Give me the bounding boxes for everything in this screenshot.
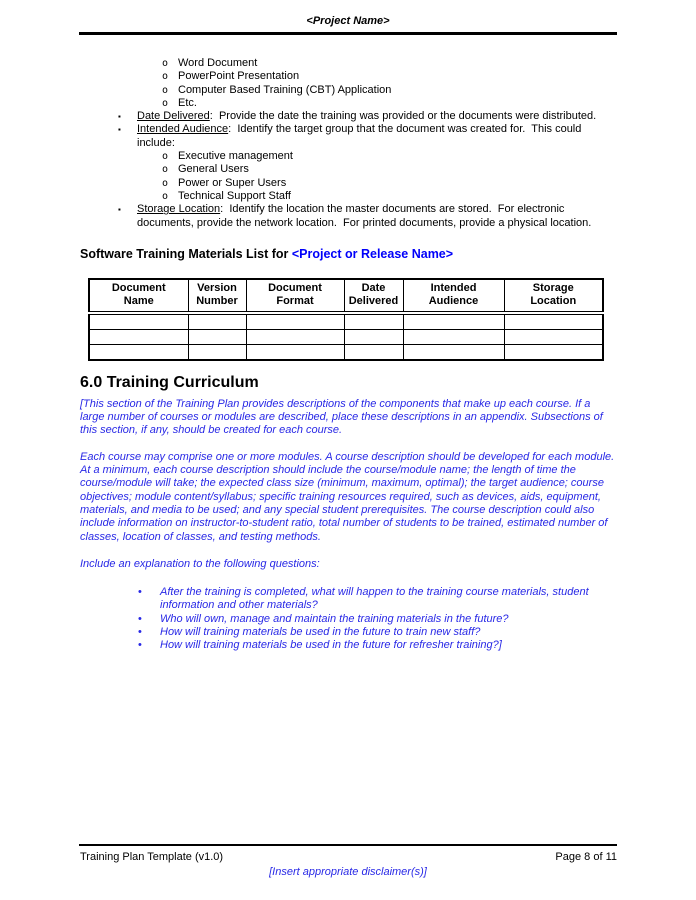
table-cell — [188, 329, 246, 344]
list-item — [80, 84, 617, 97]
table-cell — [504, 313, 603, 330]
question-item — [80, 586, 617, 613]
list-item-text — [137, 203, 617, 230]
table-cell — [403, 313, 504, 330]
table-row — [89, 329, 603, 344]
list-item-text: Technical Support Staff — [178, 189, 291, 202]
list-item-storage-location — [80, 203, 617, 230]
table-cell — [188, 344, 246, 360]
list-item-date-delivered — [80, 110, 617, 123]
list-item-text: Executive management — [178, 150, 293, 163]
column-header-document-format: Document Format — [246, 279, 344, 313]
column-header-version-number: Version Number — [188, 279, 246, 313]
circle-bullet-icon: o — [162, 71, 169, 83]
column-header-date-delivered: Date Delivered — [344, 279, 403, 313]
circle-bullet-icon: o — [162, 177, 169, 189]
table-cell — [89, 329, 188, 344]
term-label: Date Delivered — [137, 110, 210, 123]
table-cell — [403, 344, 504, 360]
table-cell — [89, 344, 188, 360]
list-item-text: Word Document — [178, 57, 258, 69]
term-separator: : — [228, 123, 238, 136]
list-item — [80, 57, 617, 70]
list-item — [80, 70, 617, 83]
list-item — [80, 190, 617, 203]
question-text: After the training is completed, what will happen to the training course materials, student information and other materials? — [160, 586, 592, 612]
term-definition: Provide the date the training was provided or the documents were distributed. — [218, 110, 597, 123]
page-content — [80, 57, 617, 653]
list-item — [80, 177, 617, 190]
dot-bullet-icon: • — [138, 626, 142, 639]
column-header-storage-location: Storage Location — [504, 279, 603, 313]
list-item-text: Power or Super Users — [178, 176, 287, 189]
question-text: How will training materials be used in the future to train new staff? — [160, 626, 481, 639]
footer-document-title: Training Plan Template (v1.0) — [80, 851, 224, 863]
table-cell — [344, 313, 403, 330]
dot-bullet-icon: • — [138, 639, 142, 652]
list-item-text: General Users — [178, 163, 249, 176]
square-bullet-icon: ▪ — [118, 112, 121, 122]
question-item — [80, 613, 617, 626]
page-header-title: <Project Name> — [306, 15, 390, 27]
list-item-text: Computer Based Training (CBT) Application — [178, 83, 392, 96]
circle-bullet-icon: o — [162, 190, 169, 202]
question-text: Who will own, manage and maintain the training materials in the future? — [160, 612, 509, 625]
table-cell — [246, 344, 344, 360]
circle-bullet-icon: o — [162, 164, 169, 176]
term-separator: : — [209, 110, 219, 123]
term-definition: Identify the target group that the document was created for. This could include: — [137, 123, 585, 149]
table-row — [89, 313, 603, 330]
list-item-text — [137, 110, 596, 123]
list-item-text — [137, 123, 617, 150]
term-separator: : — [220, 203, 230, 216]
circle-bullet-icon: o — [162, 151, 169, 163]
footer-disclaimer: [Insert appropriate disclaimer(s)] — [269, 866, 427, 878]
page-footer — [80, 851, 617, 863]
guidance-paragraph-2: Each course may comprise one or more modules. A course description should be developed for each module. At a minimum, each course description should include the course/module name; the length of time the course/module will take; the expected class size (minimum, maximum, optimal); the target audience; course objectives; module content/syllabus; specific training resources required, such as devices, aids, equipment, materials, and media to be used; and any special student prerequisites. The course description could also include information on instructor-to-student ratio, total number of students to be trained, estimated number of classes, location of classes, and testing methods. — [80, 450, 617, 543]
column-header-intended-audience: Intended Audience — [403, 279, 504, 313]
table-cell — [403, 329, 504, 344]
table-cell — [89, 313, 188, 330]
table-cell — [246, 329, 344, 344]
dot-bullet-icon: • — [138, 586, 142, 599]
list-item-text: PowerPoint Presentation — [178, 70, 300, 83]
circle-bullet-icon: o — [162, 84, 169, 96]
term-label: Storage Location — [137, 203, 221, 216]
table-header-row — [89, 279, 603, 313]
column-header-document-name: Document Name — [89, 279, 188, 313]
footer-rule — [79, 844, 617, 846]
list-item — [80, 163, 617, 176]
project-release-name-placeholder: <Project or Release Name> — [291, 246, 454, 261]
header-rule — [79, 32, 617, 35]
question-text: How will training materials be used in the future for refresher training?] — [160, 639, 502, 652]
question-item — [80, 626, 617, 639]
guidance-paragraph-3: Include an explanation to the following questions: — [80, 557, 320, 570]
list-item-text: Etc. — [178, 96, 197, 109]
list-item-intended-audience — [80, 123, 617, 150]
term-definition: Identify the location the master documents are stored. For electronic documents, provide the network location. For printed documents, provide a physical location. — [137, 203, 592, 229]
materials-table — [88, 278, 604, 361]
table-row — [89, 344, 603, 360]
materials-list-heading — [80, 247, 617, 262]
circle-bullet-icon: o — [162, 58, 169, 69]
table-cell — [344, 344, 403, 360]
questions-list — [80, 586, 617, 652]
table-cell — [504, 344, 603, 360]
table-cell — [344, 329, 403, 344]
guidance-paragraph-1: [This section of the Training Plan provides descriptions of the components that make up each course. If a large number of courses or modules are described, place these descriptions in an appendix. Subsections of this section, if any, should be created for each course. — [80, 397, 606, 437]
square-bullet-icon: ▪ — [118, 125, 121, 135]
materials-heading-text: Software Training Materials List for — [80, 246, 292, 261]
term-label: Intended Audience — [137, 123, 229, 136]
question-item — [80, 639, 617, 652]
dot-bullet-icon: • — [138, 612, 142, 625]
footer-page-number: Page 8 of 11 — [555, 851, 617, 863]
table-cell — [246, 313, 344, 330]
square-bullet-icon: ▪ — [118, 205, 121, 215]
table-cell — [188, 313, 246, 330]
table-cell — [504, 329, 603, 344]
section-title: 6.0 Training Curriculum — [80, 373, 259, 391]
list-item — [80, 97, 617, 110]
list-item — [80, 150, 617, 163]
circle-bullet-icon: o — [162, 97, 169, 109]
